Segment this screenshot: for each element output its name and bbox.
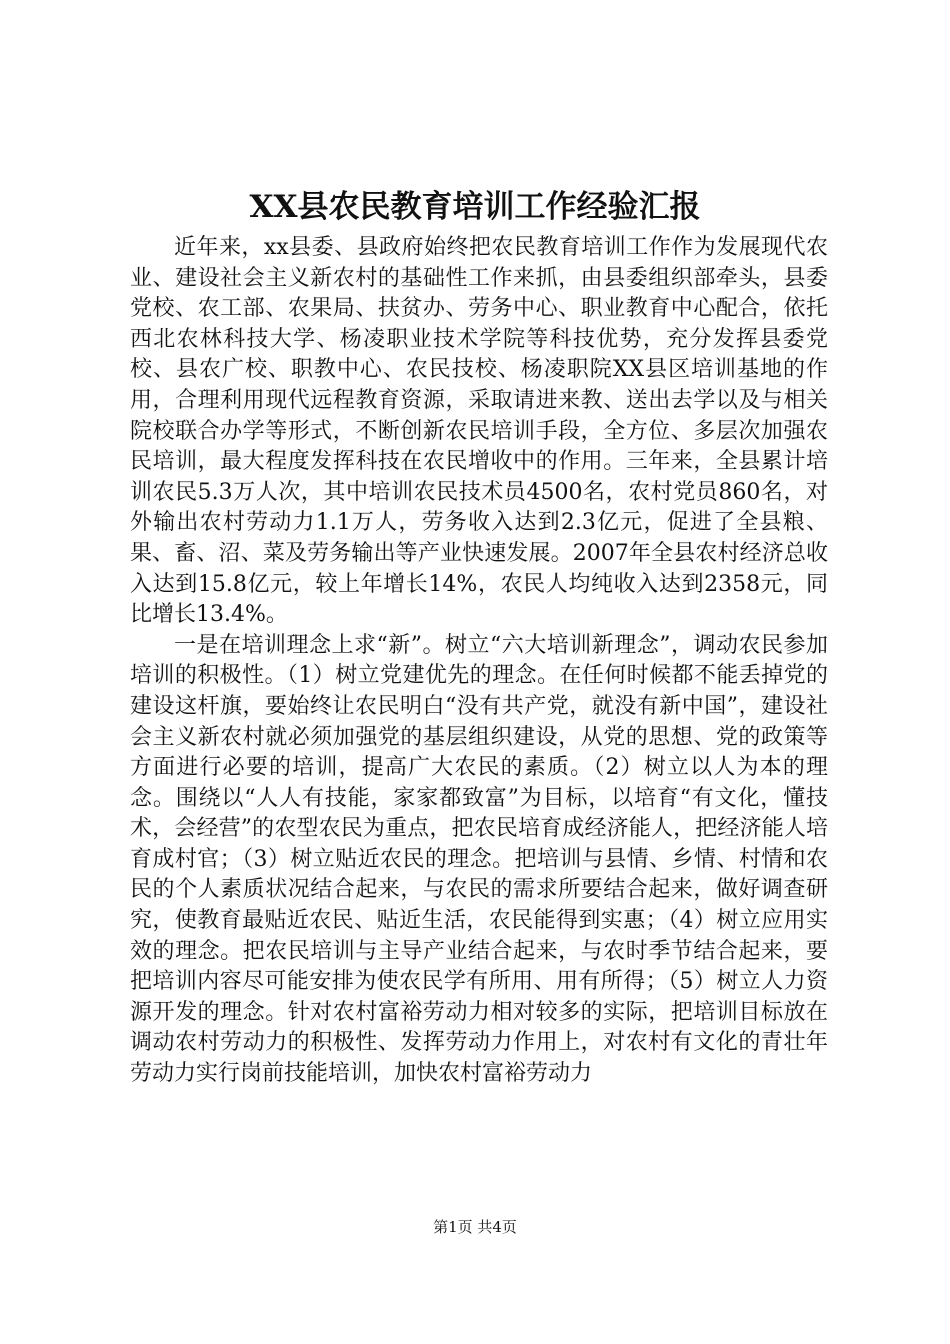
page-number-footer: 第1页 共4页 bbox=[433, 1218, 517, 1236]
document-body bbox=[130, 233, 828, 1090]
paragraph-intro: 近年来，xx县委、县政府始终把农民教育培训工作作为发展现代农业、建设社会主义新农村的基础性工作来抓，由县委组织部牵头，县委党校、农工部、农果局、扶贫办、劳务中心、职业教育中心配合，依托西北农林科技大学、杨凌职业技术学院等科技优势，充分发挥县委党校、县农广校、职教中心、农民技校、杨凌职院XX县区培训基地的作用，合理利用现代远程教育资源，采取请进来教、送出去学以及与相关院校联合办学等形式，不断创新农民培训手段，全方位、多层次加强农民培训，最大程度发挥科技在农民增收中的作用。三年来，全县累计培训农民5.3万人次，其中培训农民技术员4500名，农村党员860名，对外输出农村劳动力1.1万人，劳务收入达到2.3亿元，促进了全县粮、果、畜、沼、菜及劳务输出等产业快速发展。2007年全县农村经济总收入达到15.8亿元，较上年增长14%，农民人均纯收入达到2358元，同比增长13.4%。 bbox=[130, 235, 828, 628]
paragraph-training-concept: 一是在培训理念上求“新”。树立“六大培训新理念”，调动农民参加培训的积极性。（1）树立党建优先的理念。在任何时候都不能丢掉党的建设这杆旗，要始终让农民明白“没有共产党，就没有新中国”，建设社会主义新农村就必须加强党的基层组织建设，从党的思想、党的政策等方面进行必要的培训，提高广大农民的素质。（2）树立以人为本的理念。围绕以“人人有技能，家家都致富”为目标，以培育“有文化，懂技术，会经营”的农型农民为重点，把农民培育成经济能人，把经济能人培育成村官；（3）树立贴近农民的理念。把培训与县情、乡情、村情和农民的个人素质状况结合起来，与农民的需求所要结合起来，做好调查研究，使教育最贴近农民、贴近生活，农民能得到实惠；（4）树立应用实效的理念。把农民培训与主导产业结合起来，与农时季节结合起来，要把培训内容尽可能安排为使农民学有所用、用有所得；（5）树立人力资源开发的理念。针对农村富裕劳动力相对较多的实际，把培训目标放在调动农村劳动力的积极性、发挥劳动力作用上，对农村有文化的青壮年劳动力实行岗前技能培训，加快农村富裕劳动力 bbox=[130, 632, 828, 1087]
document-title: XX县农民教育培训工作经验汇报 bbox=[249, 189, 701, 225]
